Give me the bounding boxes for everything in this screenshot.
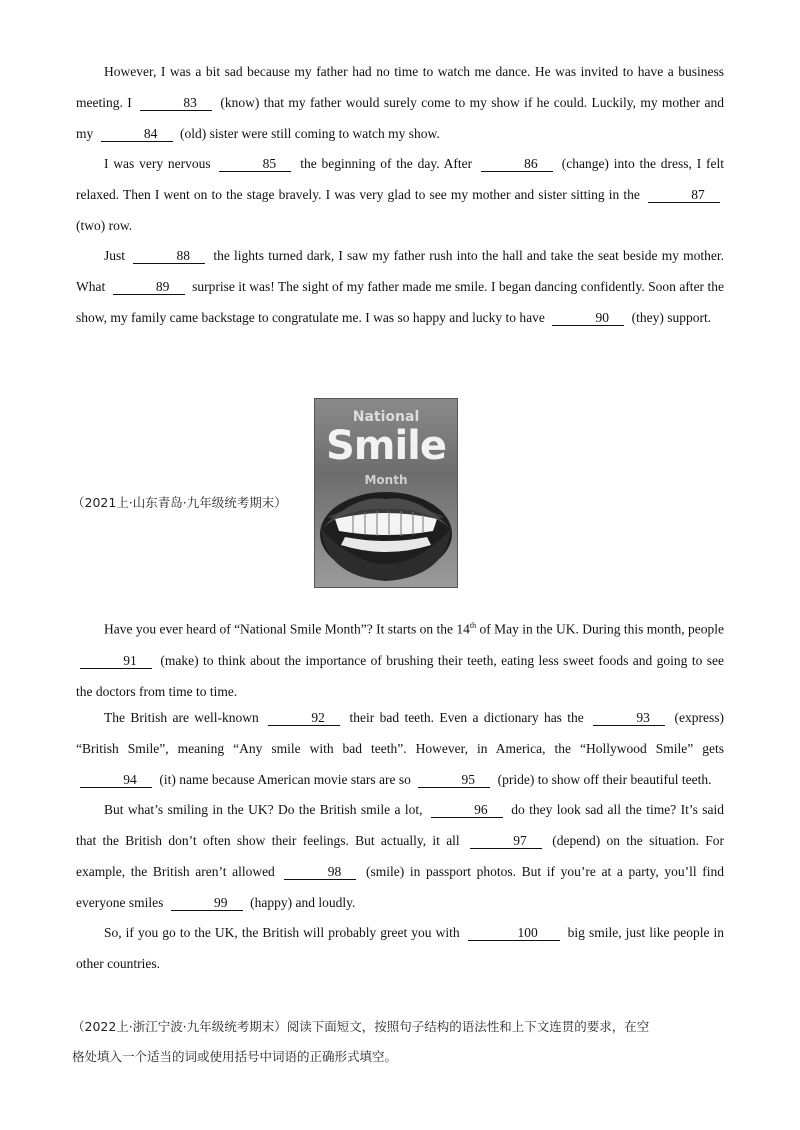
poster-line-2: Smile <box>325 423 447 469</box>
answer-blank-90[interactable]: 90 <box>552 311 624 326</box>
smile-month-poster <box>314 398 458 588</box>
source-label-2022-line-2: 格处填入一个适当的词或使用括号中词语的正确形式填空。 <box>72 1049 398 1064</box>
answer-blank-99[interactable]: 99 <box>171 896 243 911</box>
paragraph-4: Have you ever heard of “National Smile Month”? It starts on the 14th of May in the UK. During this month, people 91 (make) to think about the importance of brushing their teeth, eating less sweet foods and going to see the doctors from time to time. <box>76 621 724 699</box>
answer-blank-93[interactable]: 93 <box>593 711 665 726</box>
source-label-2022-line-1: （2022上·浙江宁波·九年级统考期末）阅读下面短文，按照句子结构的语法性和上下文连贯的要求，在空 <box>72 1019 650 1034</box>
paragraph-3: Just 88 the lights turned dark, I saw my father rush into the hall and take the seat beside my mother. What 89 surprise it was! The sight of my father made me smile. I began dancing confidently. Soon after the show, my family came backstage to congratulate me. I was so happy and lucky to have 90 (they) support. <box>76 248 724 325</box>
poster-line-1: National <box>352 409 420 425</box>
answer-blank-84[interactable]: 84 <box>101 127 173 142</box>
answer-blank-100[interactable]: 100 <box>468 926 560 941</box>
answer-blank-85[interactable]: 85 <box>219 157 291 172</box>
paragraph-7: So, if you go to the UK, the British will probably greet you with 100 big smile, just like people in other countries. <box>76 925 725 971</box>
answer-blank-87[interactable]: 87 <box>648 188 720 203</box>
answer-blank-95[interactable]: 95 <box>418 773 490 788</box>
ordinal-suffix: th <box>469 621 477 630</box>
source-label-2021: （2021上·山东青岛·九年级统考期末） <box>72 495 287 510</box>
answer-blank-97[interactable]: 97 <box>470 834 542 849</box>
paragraph-5: The British are well-known 92 their bad teeth. Even a dictionary has the 93 (express) “British Smile”, meaning “Any smile with bad teeth”. However, in America, the “Hollywood Smile” gets 94 (it) name because American movie stars are so 95 (pride) to show off their beautiful teeth. <box>76 710 724 787</box>
answer-blank-86[interactable]: 86 <box>481 157 553 172</box>
answer-blank-92[interactable]: 92 <box>268 711 340 726</box>
poster-line-3: Month <box>364 473 408 487</box>
answer-blank-94[interactable]: 94 <box>80 773 152 788</box>
answer-blank-88[interactable]: 88 <box>133 249 205 264</box>
paragraph-2: I was very nervous 85 the beginning of the day. After 86 (change) into the dress, I felt relaxed. Then I went on to the stage bravely. I was very glad to see my mother and sister sitting in the 87 (two) row. <box>76 156 724 233</box>
paragraph-1: However, I was a bit sad because my father had no time to watch me dance. He was invited to have a business meeting. I 83 (know) that my father would surely come to my show if he could. Luckily, my mother and my 84 (old) sister were still coming to watch my show. <box>76 64 724 141</box>
answer-blank-98[interactable]: 98 <box>284 865 356 880</box>
answer-blank-89[interactable]: 89 <box>113 280 185 295</box>
answer-blank-83[interactable]: 83 <box>140 96 212 111</box>
answer-blank-91[interactable]: 91 <box>80 654 152 669</box>
smile-mouth-image <box>315 399 457 587</box>
paragraph-6: But what’s smiling in the UK? Do the British smile a lot, 96 do they look sad all the time? It’s said that the British don’t often show their feelings. But actually, it all 97 (depend) on the situation. For example, the British aren’t allowed 98 (smile) in passport photos. But if you’re at a party, you’ll find everyone smiles 99 (happy) and loudly. <box>76 802 724 910</box>
answer-blank-96[interactable]: 96 <box>431 803 503 818</box>
